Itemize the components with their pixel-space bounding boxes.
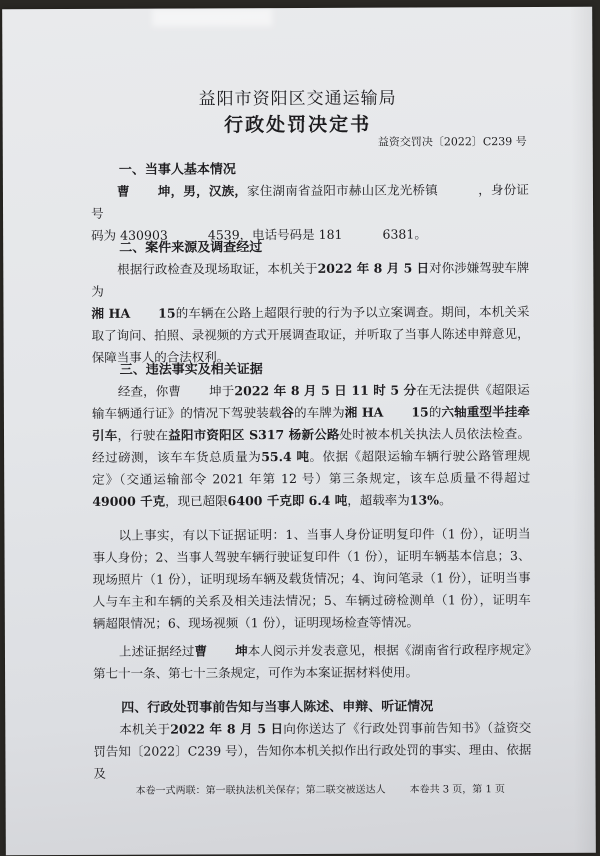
overweight-text: 6400 千克即 6.4 吨 bbox=[227, 492, 348, 509]
rate-text: 13% bbox=[409, 492, 440, 508]
text-span: 向你送达了《行政处罚事前告知书》（益资交罚告知〔2022〕C239 号），告知你本机关拟作出行政处罚的事实、理由、依据及 bbox=[93, 719, 532, 781]
text-span: 经查，你曹 bbox=[117, 383, 182, 399]
plate-prefix: 湘 HA bbox=[91, 305, 131, 321]
glare bbox=[152, 8, 272, 27]
document-number: 益资交罚决〔2022〕C239 号 bbox=[377, 135, 527, 149]
text-span: 对你涉嫌驾驶车牌为 bbox=[91, 259, 530, 299]
date-text: 2022 年 8 月 5 日 bbox=[317, 260, 430, 276]
footer-copies-note: 本卷一式两联：第一联执法机关保存；第二联交被送达人 bbox=[135, 784, 386, 797]
footer-page-number: 本卷共 3 页，第 1 页 bbox=[409, 784, 506, 796]
plate-prefix: 湘 HA bbox=[344, 404, 384, 420]
section-4-heading: 四、行政处罚事前告知与当事人陈述、申辩、听证情况 bbox=[121, 699, 434, 716]
date-text: 2022 年 8 月 5 日 bbox=[170, 721, 284, 737]
document-page bbox=[2, 7, 596, 856]
text-span: 的车辆在公路上超限行驶的行为予以立案调查。期间，本机关采取了询问、拍照、录视频的方式开展调查取证，并听取了当事人陈述申辩意见，保障当事人的合法权利。 bbox=[91, 303, 530, 365]
text-span: 根据行政检查及现场取证，本机关于 bbox=[117, 260, 318, 277]
text-span: 在无法提供《超限运输车辆通行证》的情况下驾驶装载 bbox=[91, 381, 530, 421]
section-2-paragraph bbox=[91, 257, 529, 369]
party-given-name: 坤 bbox=[235, 643, 248, 659]
party-surname: 曹 bbox=[194, 643, 208, 659]
vehicle-type: 六轴重型半挂牵引车 bbox=[91, 403, 530, 443]
cargo-text: 谷 bbox=[281, 405, 295, 421]
party-info: 坤，男，汉族， bbox=[157, 183, 248, 199]
text-span: 。 bbox=[439, 492, 452, 508]
text-span: 的 bbox=[428, 404, 442, 420]
plate-suffix: 15 bbox=[158, 305, 176, 321]
text-span: 本人阅示并发表意见，根据《湖南省行政程序规定》第七十一条、第七十三条规定，可作为本案证据材料使用。 bbox=[93, 641, 531, 681]
text-span: 处时被本机关执法人员依法检查。经过磅测，该车车货总质量为 bbox=[92, 425, 531, 465]
id-number-prefix: 码为 430903 bbox=[91, 227, 168, 243]
text-span: 上述证据经过 bbox=[118, 643, 195, 659]
weight-text: 55.4 吨 bbox=[261, 448, 310, 465]
text-span: ，现已超限 bbox=[165, 493, 228, 509]
section-4-paragraph bbox=[93, 717, 531, 785]
text-span: 本机关于 bbox=[119, 721, 171, 737]
section-3-paragraph-2: 以上事实，有以下证据证明：1、当事人身份证明复印件（1 份），证明当事人身份；2、当事人驾驶车辆行驶证复印件（1 份），证明车辆基本信息；3、现场照片（1 份），证明现场车辆及载货情况；4、询问笔录（1 份），证明当事人与车主和车辆的关系及相关违法情况；5、车辆过磅检测单（1 份），证明车辆超限情况；6、现场视频（1 份），证明现场检查等情况。 bbox=[92, 525, 531, 631]
location-text: 益阳市资阳区 S317 杨新公路 bbox=[168, 426, 340, 443]
section-1-heading: 一、当事人基本情况 bbox=[118, 162, 236, 178]
text-span: ，行驶在 bbox=[117, 427, 169, 443]
document-title: 行政处罚决定书 bbox=[224, 113, 372, 137]
date-text: 2022 年 8 月 5 日 11 时 5 分 bbox=[234, 382, 417, 399]
text-span: 坤于 bbox=[208, 383, 235, 399]
address-label: 家住湖南省益阳市赫山区龙光桥镇 bbox=[246, 182, 439, 199]
text-span: ，超载率为 bbox=[347, 492, 410, 508]
organization-name: 益阳市资阳区交通运输局 bbox=[198, 88, 397, 110]
text-span: 的车牌为 bbox=[294, 404, 345, 421]
phone-info: 4539，电话号码是 181 bbox=[207, 226, 343, 243]
text-span: 。依据《超限运输车辆行驶公路管理规定》（交通运输部令 2021 年第 12 号）第三条规定，该车总质量不得超过 bbox=[92, 447, 531, 487]
id-label: ，身份证号 bbox=[91, 181, 529, 221]
plate-suffix: 15 bbox=[411, 404, 429, 420]
party-surname: 曹 bbox=[116, 183, 130, 199]
section-3-heading: 三、违法事实及相关证据 bbox=[119, 362, 263, 378]
phone-suffix: 6381。 bbox=[382, 226, 427, 242]
limit-text: 49000 千克 bbox=[92, 493, 166, 509]
section-3-paragraph-3 bbox=[93, 639, 531, 685]
section-2-heading: 二、案件来源及调查经过 bbox=[119, 240, 263, 256]
section-3-paragraph-1 bbox=[92, 379, 531, 513]
